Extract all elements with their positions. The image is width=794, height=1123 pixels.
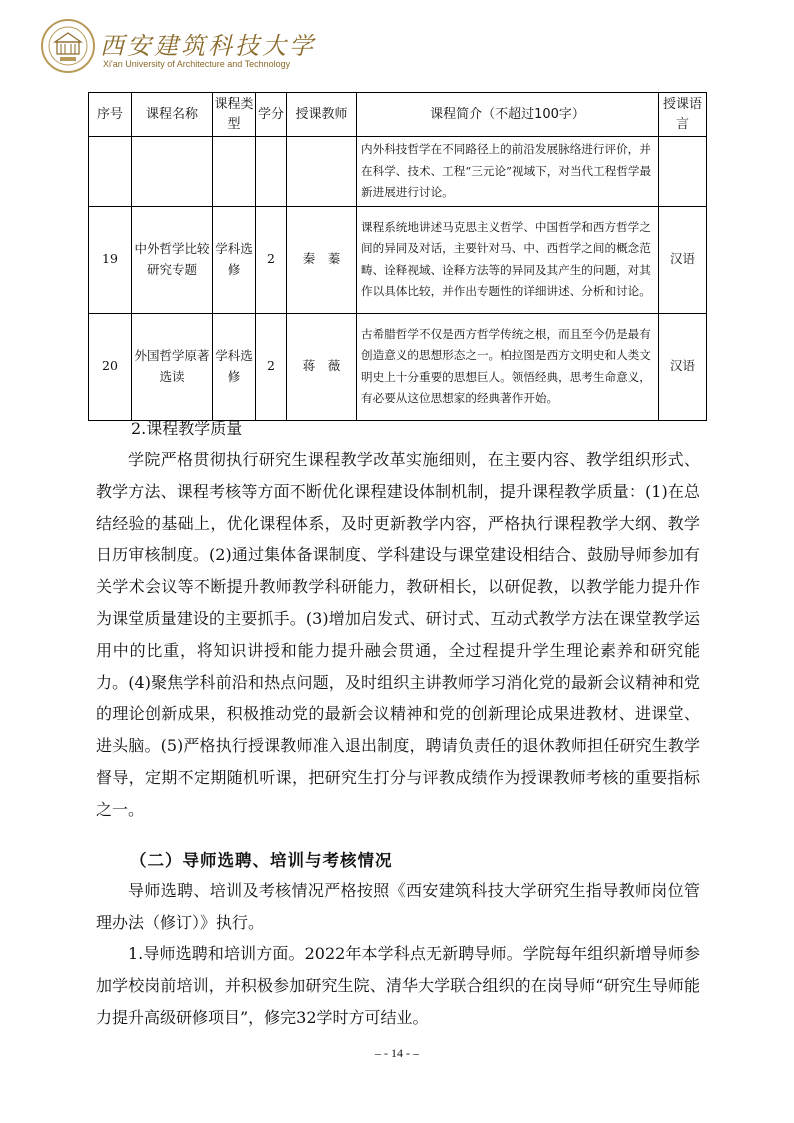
university-seal-icon [40,18,96,74]
cell-course-type: 学科选修 [213,206,256,313]
table-row [89,313,707,420]
university-name-cn: 西安建筑科技大学 [100,32,316,60]
header-course-name: 课程名称 [132,93,213,137]
header-language: 授课语言 [659,93,707,137]
page-number: – - 14 - – [375,1046,419,1060]
cell-language: 汉语 [659,313,707,420]
cell-description: 课程系统地讲述马克思主义哲学、中国哲学和西方哲学之间的异同及对话，主要针对马、中、西哲学之间的概念范畴、诠释视域、诠释方法等的异同及其产生的问题，对其作以具体比较，并作出专题性的详细讲述、分析和讨论。 [357,206,659,313]
cell-description: 内外科技哲学在不同路径上的前沿发展脉络进行评价，并在科学、技术、工程“三元论”视域下，对当代工程哲学最新进展进行讨论。 [357,137,659,207]
course-table [88,92,707,421]
header-description: 课程简介（不超过100字） [357,93,659,137]
cell-credit: 2 [256,206,287,313]
cell-course-type: 学科选修 [213,313,256,420]
table-header-row [89,93,707,137]
cell-no: 19 [89,206,132,313]
header-no: 序号 [89,93,132,137]
cell-course-name: 中外哲学比较研究专题 [132,206,213,313]
cell-teacher: 秦 蓁 [287,206,357,313]
table-row [89,137,707,207]
paragraph-supervisor-training: 1.导师选聘和培训方面。2022年本学科点无新聘导师。学院每年组织新增导师参加学校岗前培训，并积极参加研究生院、清华大学联合组织的在岗导师“研究生导师能力提升高级研修项目”，修完32学时方可结业。 [96,944,700,1027]
table-row [89,206,707,313]
cell-description: 古希腊哲学不仅是西方哲学传统之根，而且至今仍是最有创造意义的思想形态之一。柏拉图是西方文明史和人类文明史上十分重要的思想巨人。领悟经典，思考生命意义，有必要从这位思想家的经典著作开始。 [357,313,659,420]
cell-no: 20 [89,313,132,420]
paragraph-teaching-quality: 学院严格贯彻执行研究生课程教学改革实施细则，在主要内容、教学组织形式、教学方法、课程考核等方面不断优化课程建设体制机制，提升课程教学质量：(1)在总结经验的基础上，优化课程体系，及时更新教学内容，严格执行课程教学大纲、教学日历审核制度。(2)通过集体备课制度、学科建设与课堂建设相结合、鼓励导师参加有关学术会议等不断提升教师教学科研能力，教研相长，以研促教，以教学能力提升作为课堂质量建设的主要抓手。(3)增加启发式、研讨式、互动式教学方法在课堂教学运用中的比重，将知识讲授和能力提升融会贯通，全过程提升学生理论素养和研究能力。(4)聚焦学科前沿和热点问题，及时组织主讲教师学习消化党的最新会议精神和党的理论创新成果，积极推动党的最新会议精神和党的创新理论成果进教材、进课堂、进头脑。(5)严格执行授课教师准入退出制度，聘请负责任的退休教师担任研究生教学督导，定期不定期随机听课，把研究生打分与评教成绩作为授课教师考核的重要指标之一。 [96,450,700,819]
section-heading-teaching-quality: 2.课程教学质量 [131,419,243,438]
header-credit: 学分 [256,93,287,137]
section-heading-supervisors: （二）导师选聘、培训与考核情况 [130,851,393,870]
university-name-en: Xi'an University of Architecture and Technology [103,59,291,69]
cell-language: 汉语 [659,206,707,313]
cell-teacher: 蒋 薇 [287,313,357,420]
cell-credit: 2 [256,313,287,420]
cell-course-name: 外国哲学原著选读 [132,313,213,420]
page-header [40,18,340,78]
paragraph-supervisor-rules: 导师选聘、培训及考核情况严格按照《西安建筑科技大学研究生指导教师岗位管理办法（修订）》执行。 [96,881,700,932]
header-teacher: 授课教师 [287,93,357,137]
header-course-type: 课程类型 [213,93,256,137]
